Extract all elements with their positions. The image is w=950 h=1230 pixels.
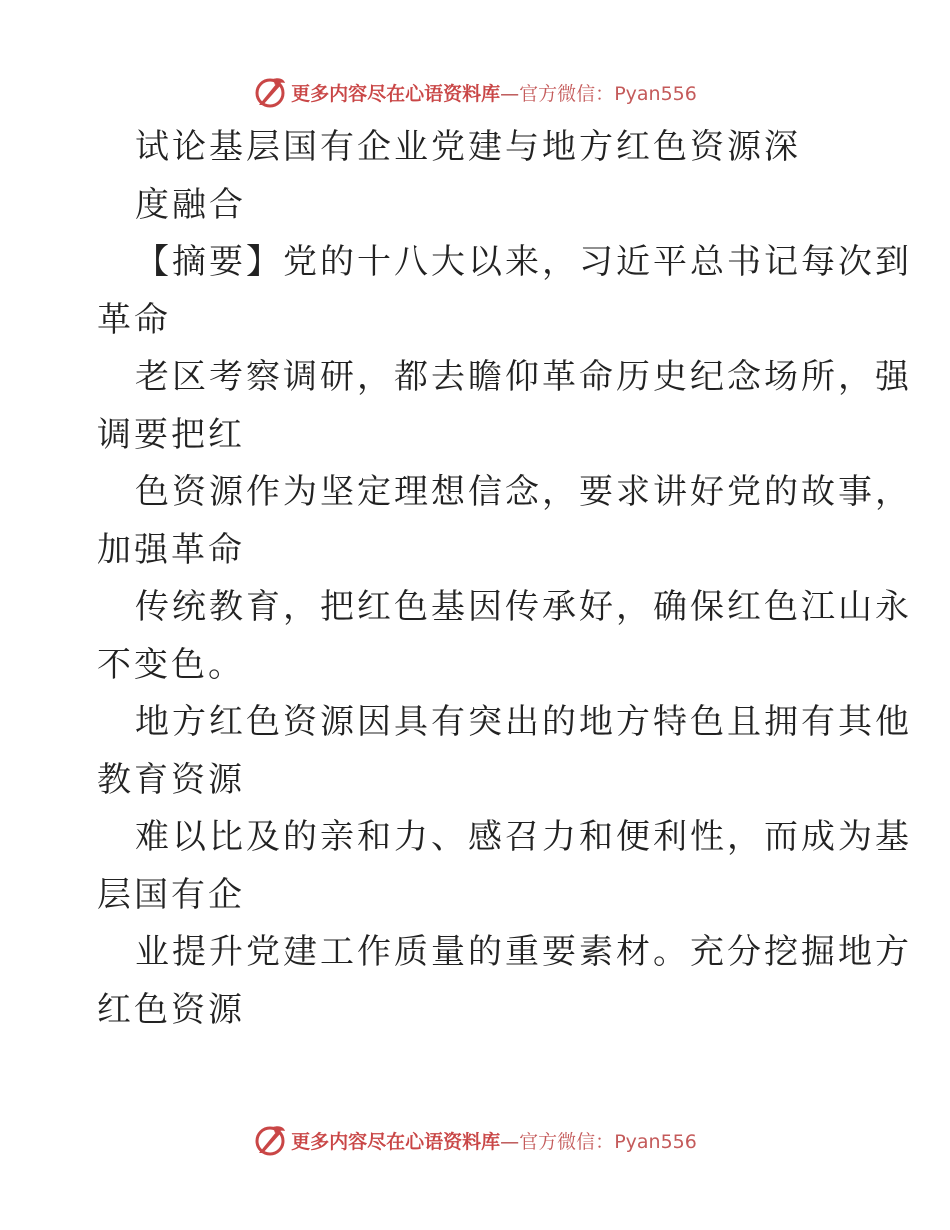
title-line-1: 试论基层国有企业党建与地方红色资源深: [135, 127, 801, 167]
title-line-2: 度融合: [135, 184, 246, 225]
header-wechat-label: 官方微信：: [519, 82, 615, 105]
footer-separator: —: [500, 1130, 520, 1153]
header-banner[interactable]: [0, 72, 950, 112]
paragraph-line: 色资源作为坚定理想信念，要求讲好党的故事，: [135, 472, 912, 512]
paragraph-line: 地方红色资源因具有突出的地方特色且拥有其他: [135, 702, 912, 742]
header-separator: —: [500, 82, 520, 105]
paragraph-line: 传统教育，把红色基因传承好，确保红色江山永: [135, 587, 912, 627]
footer-site-name: 更多内容尽在心语资料库: [291, 1130, 501, 1153]
header-wechat-id: Pyan556: [614, 82, 697, 105]
footer-wechat-label: 官方微信：: [519, 1130, 615, 1153]
paragraph-line-wrap: 不变色。: [97, 644, 245, 685]
paragraph-line-wrap: 调要把红: [97, 414, 245, 455]
header-site-name: 更多内容尽在心语资料库: [291, 82, 501, 105]
paragraph-line-wrap: 教育资源: [97, 759, 245, 800]
paragraph-line-wrap: 革命: [97, 299, 171, 340]
paragraph-line: 业提升党建工作质量的重要素材。充分挖掘地方: [135, 932, 912, 972]
paragraph-line-wrap: 红色资源: [97, 989, 245, 1030]
document-body: [97, 119, 912, 1039]
quill-pen-logo-icon: [253, 1123, 287, 1157]
paragraph-line: 【摘要】党的十八大以来，习近平总书记每次到: [135, 242, 912, 282]
footer-banner[interactable]: [0, 1120, 950, 1160]
footer-wechat-id: Pyan556: [614, 1130, 697, 1153]
paragraph-line-wrap: 层国有企: [97, 874, 245, 915]
footer-banner-text: [291, 1127, 697, 1154]
paragraph-line-wrap: 加强革命: [97, 529, 245, 570]
paragraph-line: 老区考察调研，都去瞻仰革命历史纪念场所，强: [135, 357, 912, 397]
quill-pen-logo-icon: [253, 75, 287, 109]
paragraph-line: 难以比及的亲和力、感召力和便利性，而成为基: [135, 817, 912, 857]
header-banner-text: [291, 79, 697, 106]
